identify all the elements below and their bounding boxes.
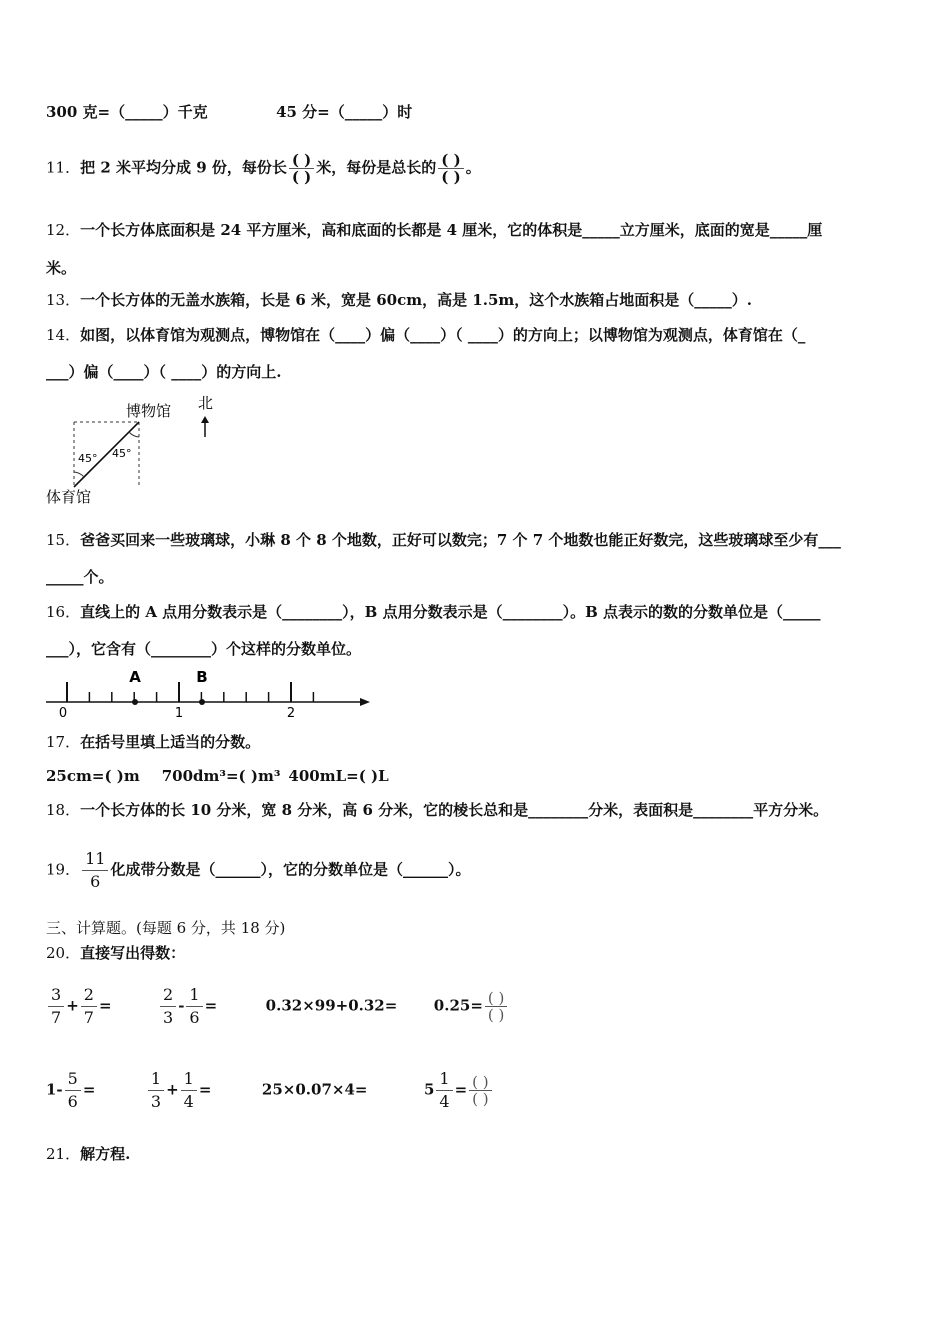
- fraction-denominator: 6: [189, 1008, 200, 1027]
- fraction-denominator: ( ): [441, 168, 461, 186]
- question-text: 。: [465, 158, 481, 177]
- tick-label-0: 0: [58, 706, 68, 721]
- question-12-line2: 米。: [46, 259, 77, 277]
- fraction: [148, 1068, 164, 1113]
- fraction-numerator: 2: [81, 984, 97, 1007]
- number-line: [40, 664, 380, 722]
- number-line-arrow-icon: [360, 698, 370, 706]
- fraction-denominator: 6: [90, 872, 101, 891]
- point-b-label: B: [196, 668, 208, 686]
- question-17: [46, 732, 260, 752]
- question-20: [46, 943, 185, 963]
- fraction-numerator: 2: [160, 984, 176, 1007]
- operator: +: [66, 996, 79, 1015]
- question-14-line2: ___）偏（____）（ ____）的方向上.: [46, 363, 282, 381]
- fraction: [65, 1068, 81, 1113]
- expression: 5: [423, 1080, 435, 1099]
- kg-conversion: 300 克=（_____）千克: [46, 103, 208, 121]
- section-title: 三、计算题。(每题 6 分，共 18 分): [46, 919, 286, 937]
- fraction: [181, 1068, 197, 1113]
- question-number: 18．: [46, 801, 81, 819]
- question-text: 爸爸买回来一些玻璃球，小琳 8 个 8 个地数，正好可以数完；7 个 7 个地数也能正好数完，这些玻璃球至少有___: [80, 531, 841, 549]
- question-number: 13．: [46, 291, 81, 309]
- question-text: 在括号里填上适当的分数。: [80, 733, 261, 751]
- conversion-item: 400mL=( )L: [288, 767, 389, 785]
- fraction-denominator: ( ): [291, 168, 312, 186]
- angle-label-2: 45°: [112, 447, 132, 460]
- point-a-label: A: [129, 668, 141, 686]
- fraction-numerator: 11: [82, 848, 108, 871]
- fraction: [186, 984, 202, 1029]
- question-14: [46, 325, 805, 345]
- question-18: [46, 800, 828, 820]
- question-12: [46, 220, 822, 240]
- question-19: [46, 848, 470, 893]
- equals: =: [454, 1080, 468, 1099]
- expression: 0.25=: [433, 996, 483, 1015]
- fraction-denominator: 3: [163, 1008, 174, 1027]
- blank-fraction: [289, 152, 314, 185]
- question-text: 如图，以体育馆为观测点，博物馆在（____）偏（____）（ ____）的方向上；以博物馆为观测点，体育馆在（_: [80, 326, 806, 344]
- top-line: [46, 102, 412, 122]
- blank-fraction: [485, 990, 507, 1023]
- question-number: 20．: [46, 944, 81, 962]
- equals: =: [198, 1080, 212, 1099]
- question-16: [46, 602, 820, 622]
- fraction-numerator: 3: [48, 984, 64, 1007]
- angle-arc-gym: [74, 472, 84, 477]
- question-number: 14．: [46, 326, 81, 344]
- operator: -: [178, 996, 185, 1015]
- question-17-items: [46, 766, 389, 786]
- question-number: 16．: [46, 603, 81, 621]
- hour-conversion: 45 分=（_____）时: [276, 103, 413, 121]
- fraction-denominator: 7: [83, 1008, 94, 1027]
- fraction-numerator: ( ): [438, 152, 463, 169]
- point-b-dot: [199, 699, 205, 705]
- question-text: 一个长方体底面积是 24 平方厘米，高和底面的长都是 4 厘米，它的体积是_____立方厘米，底面的宽是_____厘: [80, 221, 823, 239]
- question-16-line2: ___），它含有（________）个这样的分数单位。: [46, 640, 362, 658]
- question-text: 一个长方体的长 10 分米，宽 8 分米，高 6 分米，它的棱长总和是________分米，表面积是________平方分米。: [80, 801, 829, 819]
- expression: 1-: [46, 1080, 63, 1099]
- fraction-denominator: ( ): [487, 1006, 505, 1024]
- question-number: 15．: [46, 531, 81, 549]
- question-15: [46, 530, 841, 550]
- equals: =: [82, 1080, 96, 1099]
- question-text: 米，每份是总长的: [316, 158, 437, 177]
- fraction: [48, 984, 64, 1029]
- fraction-numerator: 1: [436, 1068, 452, 1091]
- fraction-numerator: ( ): [485, 990, 507, 1007]
- question-number: 12．: [46, 221, 81, 239]
- angle-arc-museum: [129, 432, 139, 437]
- fraction-numerator: 1: [148, 1068, 164, 1091]
- question-text: 化成带分数是（______），它的分数单位是（______）。: [110, 860, 471, 879]
- fraction-denominator: 7: [51, 1008, 62, 1027]
- expression: 0.32×99+0.32=: [265, 996, 398, 1015]
- question-text: 直线上的 A 点用分数表示是（________），B 点用分数表示是（________）。B 点表示的数的分数单位是（_____: [80, 603, 821, 621]
- point-a-dot: [132, 699, 138, 705]
- conversion-item: 25cm=( )m: [46, 767, 140, 785]
- direction-figure: [44, 392, 224, 508]
- expression-row-2: [46, 1068, 494, 1113]
- fraction-numerator: ( ): [469, 1074, 491, 1091]
- expression: 25×0.07×4=: [261, 1080, 368, 1099]
- conversion-item: 700dm³=( )m³: [161, 767, 281, 785]
- question-text: 解方程.: [80, 1145, 131, 1163]
- question-number: 21．: [46, 1145, 81, 1163]
- question-13: [46, 290, 752, 310]
- north-arrowhead-icon: [201, 416, 209, 423]
- fraction-numerator: ( ): [289, 152, 314, 169]
- museum-label: 博物馆: [126, 402, 172, 420]
- question-text: 直接写出得数：: [80, 944, 186, 962]
- tick-label-1: 1: [174, 706, 184, 721]
- equals: =: [98, 996, 112, 1015]
- angle-label-1: 45°: [78, 452, 98, 465]
- question-15-line2: _____个。: [46, 568, 114, 586]
- fraction: [160, 984, 176, 1029]
- fraction: [81, 984, 97, 1029]
- question-number: 11．: [46, 158, 81, 177]
- question-text: 把 2 米平均分成 9 份，每份长: [80, 158, 287, 177]
- fraction-denominator: 6: [67, 1092, 78, 1111]
- fraction: [436, 1068, 452, 1113]
- fraction-numerator: 1: [181, 1068, 197, 1091]
- question-text: 一个长方体的无盖水族箱，长是 6 米，宽是 60cm，高是 1.5m，这个水族箱占地面积是（_____）.: [80, 291, 752, 309]
- fraction-denominator: 4: [439, 1092, 450, 1111]
- blank-fraction: [438, 152, 463, 185]
- blank-fraction: [469, 1074, 491, 1107]
- north-label: 北: [198, 394, 214, 412]
- operator: +: [166, 1080, 179, 1099]
- question-21: [46, 1144, 130, 1164]
- question-number: 19．: [46, 860, 81, 879]
- fraction-numerator: 1: [186, 984, 202, 1007]
- fraction-denominator: ( ): [472, 1090, 489, 1108]
- tick-label-2: 2: [286, 706, 296, 721]
- equals: =: [204, 996, 218, 1015]
- gym-label: 体育馆: [46, 488, 92, 506]
- fraction-denominator: 4: [183, 1092, 194, 1111]
- question-number: 17．: [46, 733, 81, 751]
- expression-row-1: [46, 984, 509, 1029]
- question-11: [46, 152, 481, 185]
- fraction-numerator: 5: [65, 1068, 81, 1091]
- fraction-denominator: 3: [150, 1092, 162, 1111]
- fraction-11-6: [82, 848, 108, 893]
